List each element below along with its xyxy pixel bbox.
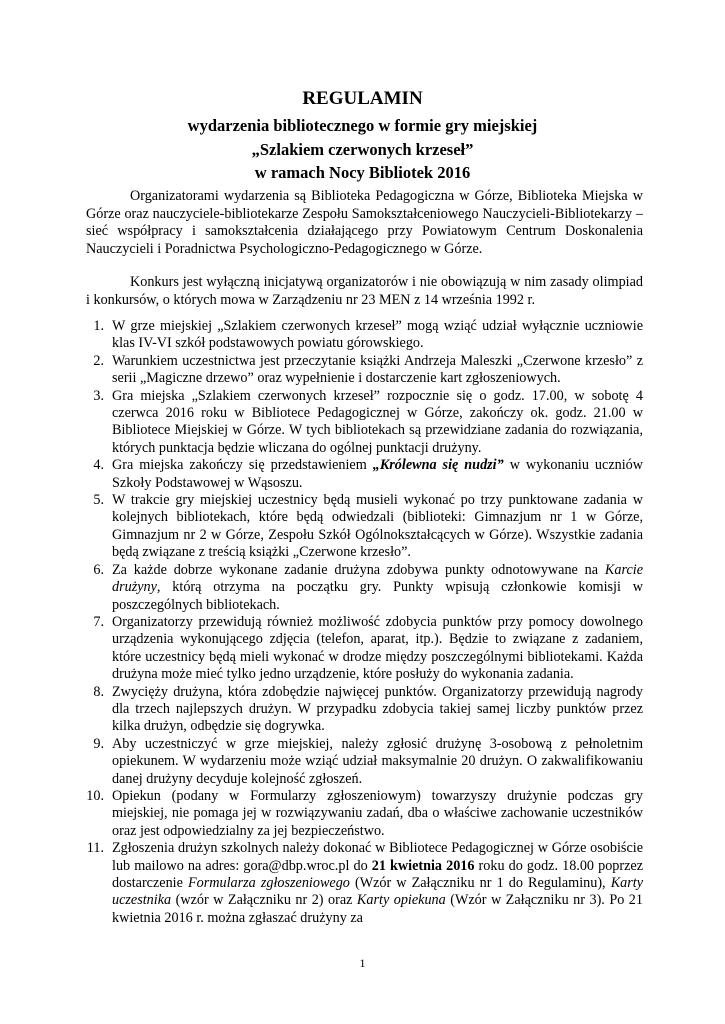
rule-text-segment: , którą otrzyma na początku gry. Punkty wpisują członkowie komisji w poszczególnych bibliotekach.	[112, 579, 643, 613]
rule-number: 1.	[93, 318, 104, 334]
rule-text: Warunkiem uczestnictwa jest przeczytanie książki Andrzeja Maleszki „Czerwone krzesło” z serii „Magiczne drzewo” oraz wypełnienie i dostarczenie kart zgłoszeniowych.	[112, 352, 643, 387]
rule-text: Zwycięży drużyna, która zdobędzie najwięcej punktów. Organizatorzy przewidują nagrody dla trzech najlepszych drużyn. W przypadku zdobycia takiej samej liczby punktów przez kilka drużyn, odbędzie się dogrywka.	[112, 683, 643, 735]
rule-text: Aby uczestniczyć w grze miejskiej, należy zgłosić drużynę 3-osobową z pełnoletnim opiekunem. W wydarzeniu może wziąć udział maksymalnie 20 drużyn. O zakwalifikowaniu danej drużyny decyduje kolejność zgłoszeń.	[112, 735, 643, 787]
rule-text: Organizatorzy przewidują również możliwość zdobycia punktów przy pomocy dowolnego urządzenia wykonującego zdjęcia (telefon, aparat, itp.). Będzie to związane z zadaniem, które uczestnicy będą mieli wykonać w drodze między poszczególnymi bibliotekami. Każda drużyna może mieć tylko jedno urządzenie, które posłuży do wykonania zadania.	[112, 613, 643, 683]
rule-item	[86, 614, 643, 684]
rule-number: 5.	[93, 492, 104, 509]
rule-item	[86, 318, 643, 353]
rule-item	[86, 492, 643, 562]
rule-text: Opiekun (podany w Formularzy zgłoszeniowym) towarzyszy drużynie podczas gry miejskiej, nie pomaga jej w rozwiązywaniu zadań, dba o właściwe zachowanie uczestników oraz jest odpowiedzialny za jej bezpieczeństwo.	[112, 787, 643, 839]
document-subtitle-2: „Szlakiem czerwonych krzeseł”	[251, 140, 474, 159]
rule-text	[112, 562, 643, 614]
rule-text-segment: (Wzór w Załączniku nr 1 do Regulaminu),	[349, 875, 611, 891]
rule-item	[86, 562, 643, 614]
rule-number: 3.	[93, 387, 104, 404]
rule-text-italic-segment: „Królewna się nudzi”	[372, 457, 504, 474]
rule-text: W trakcie gry miejskiej uczestnicy będą musieli wykonać po trzy punktowane zadania w kolejnych bibliotekach, które będą odwiedzali (biblioteki: Gimnazjum nr 1 w Górze, Gimnazjum nr 2 w Górze, Zespołu Szkół Ogólnokształcących w Górze). Wszystkie zadania będą związane z treścią książki „Czerwone krzesło”.	[112, 492, 643, 561]
intro-paragraph-organizers: Organizatorami wydarzenia są Biblioteka Pedagogiczna w Górze, Biblioteka Miejska w Górze oraz nauczyciele-bibliotekarze Zespołu Samokształceniowego Nauczycieli-Bibliotekarzy – sieć współpracy i samokształcenia działającego przy Powiatowym Centrum Doskonalenia Nauczycieli i Poradnictwa Psychologiczno-Pedagogicznego w Górze.	[86, 188, 643, 257]
rule-text-segment: Gra miejska zakończy się przedstawieniem	[112, 457, 373, 474]
rule-number: 2.	[93, 352, 104, 369]
rule-text-segment: Za każde dobrze wykonane zadanie drużyna zdobywa punkty odnotowywane na	[112, 561, 605, 578]
page-number: 1	[359, 956, 366, 970]
rule-number: 4.	[93, 457, 104, 474]
rule-text-segment: Zgłoszenia drużyn szkolnych należy dokonać w Bibliotece Pedagogicznej w Górze osobiście lub mailowo na adres: gora@dbp.wroc.pl do	[112, 840, 643, 874]
rule-text-segment: w wykonaniu uczniów Szkoły Podstawowej w Wąsoszu.	[112, 457, 643, 491]
rule-number: 7.	[93, 613, 104, 630]
rule-text-segment: roku do godz. 18.00 poprzez dostarczenie	[112, 857, 644, 891]
rule-item	[86, 684, 643, 736]
rule-number: 6.	[93, 561, 104, 578]
rule-text-italic-segment: Karcie drużyny	[112, 561, 643, 596]
rule-number: 10.	[86, 787, 104, 804]
rule-item	[86, 840, 643, 927]
document-title: REGULAMIN	[302, 88, 423, 109]
rules-list	[86, 318, 643, 927]
rule-text	[112, 840, 643, 927]
rule-text-bold-segment: 21 kwietnia 2016	[371, 857, 475, 874]
rule-item	[86, 388, 643, 458]
document-subtitle-1: wydarzenia bibliotecznego w formie gry miejskiej	[187, 116, 538, 135]
rule-item	[86, 353, 643, 388]
rule-text-italic-segment: Karty uczestnika	[112, 875, 644, 909]
rule-item	[86, 736, 643, 788]
rule-text-segment: (wzór w Załączniku nr 2) oraz	[171, 892, 357, 909]
document-subtitle-3: w ramach Nocy Bibliotek 2016	[254, 163, 471, 182]
rule-text-segment: (Wzór w Załączniku nr 3). Po 21 kwietnia 2016 r. można zgłaszać drużyny za	[112, 892, 643, 926]
rule-item	[86, 788, 643, 840]
rule-number: 11.	[86, 840, 104, 857]
rule-number: 8.	[93, 683, 104, 700]
rule-text: Gra miejska „Szlakiem czerwonych krzeseł” rozpocznie się o godz. 17.00, w sobotę 4 czerwca 2016 roku w Bibliotece Pedagogicznej w Górze, zakończy ok. godz. 21.00 w Bibliotece Miejskiej w Górze. W tych bibliotekach są przewidziane zadania do rozwiązania, których punktacja będzie wliczana do ogólnej punktacji drużyny.	[112, 387, 643, 456]
rule-text: W grze miejskiej „Szlakiem czerwonych krzeseł” mogą wziąć udział wyłącznie uczniowie klas IV-VI szkół podstawowych powiatu górowskiego.	[112, 318, 643, 352]
rule-text-italic-segment: Karty opiekuna	[356, 892, 446, 909]
rule-text	[112, 457, 643, 492]
rule-number: 9.	[93, 735, 104, 752]
intro-paragraph-contest: Konkurs jest wyłączną inicjatywą organizatorów i nie obowiązują w nim zasady olimpiad i konkursów, o których mowa w Zarządzeniu nr 23 MEN z 14 września 1992 r.	[86, 274, 643, 308]
rule-item	[86, 457, 643, 492]
rule-text-italic-segment: Formularza zgłoszeniowego	[187, 875, 350, 891]
